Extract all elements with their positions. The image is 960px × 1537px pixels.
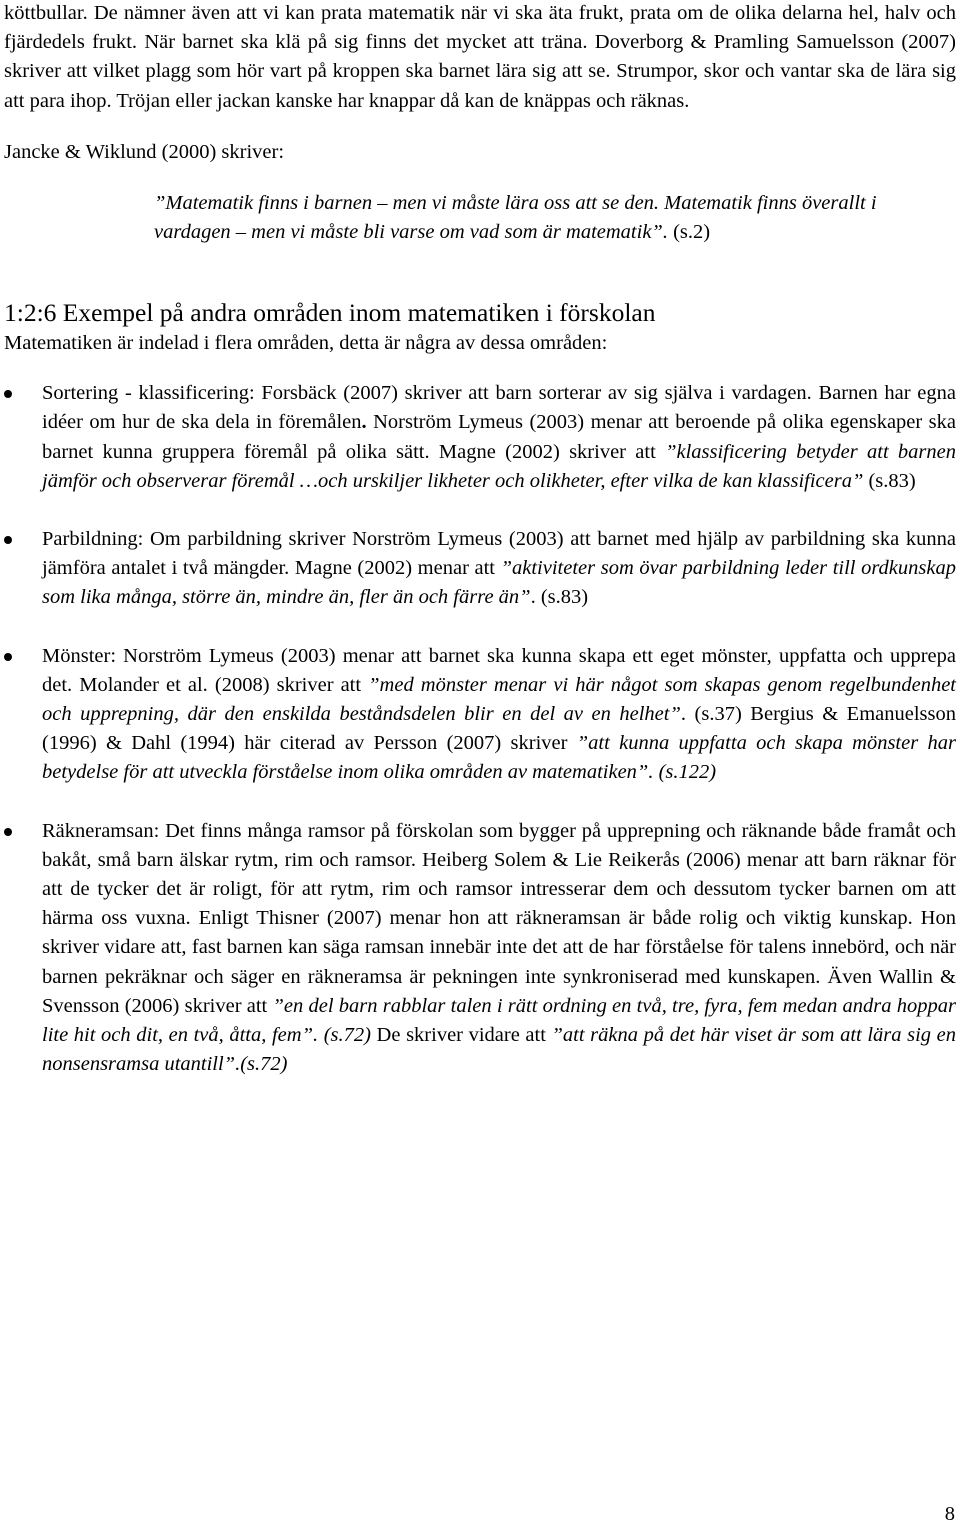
- text-run: ”en del barn rabblar talen i rätt ordning en två, tre, fyra, fem medan andra hoppar lite hit och dit, en två, åtta, fem”. (s.72): [42, 994, 957, 1047]
- text-run: Norström Lymeus (2003) menar att beroende på olika egenskaper ska barnet kunna gruppera föremål på olika sätt. Magne (2002) skriver att: [42, 411, 956, 463]
- bullet-icon: [4, 653, 12, 661]
- intro-paragraph: köttbullar. De nämner även att vi kan prata matematik när vi ska äta frukt, prata om de olika delarna hel, halv och fjärdedels frukt. När barnet ska klä på sig finns det mycket att träna. Doverborg & Pramling Samuelsson (2007) skriver att vilket plagg som hör vart på kroppen ska barnet lära sig att se. Strumpor, skor och vantar ska de lära sig att para ihop. Tröjan eller jackan kanske har knappar då kan de knäppas och räknas.: [4, 2, 956, 112]
- list-item-text: [42, 820, 956, 1076]
- bullet-icon: [4, 536, 12, 544]
- text-run: Räkneramsan: Det finns många ramsor på förskolan som bygger på upprepning och räknande både framåt och bakåt, små barn älskar rytm, rim och ramsor. Heiberg Solem & Lie Reikerås (2006) menar att barn räknar för att de tycker det är roligt, för att rytm, rim och ramsor intresserar dem och dessutom tycker barnen om att härma oss vuxna. Enligt Thisner (2007) menar hon att räkneramsan är både rolig och viktig kunskap. Hon skriver vidare att, fast barnen kan säga ramsan innebär inte det att de har förståelse för talens innebörd, och när barnen pekräknar och säger en räkneramsa är pekningen inte synkroniserad med kunskapen. Även Wallin & Svensson (2006) skriver att: [42, 819, 956, 1017]
- list-item: [4, 379, 956, 496]
- list-item: [4, 817, 956, 1080]
- quote-text: ”Matematik finns i barnen – men vi måste lära oss att se den. Matematik finns överallt i vardagen – men vi måste bli varse om vad som är matematik”.: [154, 192, 877, 244]
- list-item-text: [42, 382, 956, 492]
- text-run: ”med mönster menar vi här något som skapas genom regelbundenhet och upprepning, där den enskilda beståndsdelen blir en del av en helhet”: [42, 673, 956, 726]
- bullet-icon: [4, 828, 12, 836]
- list-item: [4, 525, 956, 613]
- text-run: (s.83): [863, 469, 916, 492]
- list-item: [4, 642, 956, 788]
- text-run: De skriver vidare att: [370, 1024, 552, 1047]
- text-run: ”aktiviteter som övar parbildning leder till ordkunskap som lika många, större än, mindre än, fler än och färre än”: [42, 557, 956, 609]
- section-lead: Matematiken är indelad i flera områden, detta är några av dessa områden:: [4, 332, 608, 355]
- text-run: Mönster: Norström Lymeus (2003) menar att barnet ska kunna skapa ett eget mönster, uppfatta och upprepa det. Molander et al. (2008) skriver att: [42, 644, 956, 696]
- text-run: . (s.37) Bergius & Emanuelsson (1996) & Dahl (1994) här citerad av Persson (2007) skriver: [42, 703, 956, 755]
- list-item-text: [42, 645, 956, 784]
- bullet-icon: [4, 390, 12, 398]
- text-run: ”att räkna på det här viset är som att lära sig en nonsensramsa utantill”.(s.72): [42, 1024, 956, 1076]
- document-page: [4, 0, 956, 1108]
- block-quote: [4, 189, 956, 247]
- text-run: . (s.83): [530, 586, 589, 609]
- text-run: Parbildning: Om parbildning skriver Norström Lymeus (2003) att barnet med hjälp av parbildning ska kunna jämföra antalet i två mängder. Magne (2002) menar att: [42, 528, 956, 580]
- text-run: .: [361, 411, 367, 434]
- text-run: ”att kunna uppfatta och skapa mönster har betydelse för att utveckla förståelse inom olika områden av matematiken”. (s.122): [42, 732, 956, 784]
- section-heading: 1:2:6 Exempel på andra områden inom matematiken i förskolan: [4, 298, 656, 328]
- bullet-list: [4, 379, 956, 1079]
- page-number: 8: [944, 1503, 955, 1525]
- quote-citation: (s.2): [667, 221, 711, 244]
- text-run: ”klassificering betyder att barnen jämför och observerar föremål …och urskiljer likheter och olikheter, efter vilka de kan klassificera”: [42, 440, 957, 492]
- reference-line: Jancke & Wiklund (2000) skriver:: [4, 140, 285, 163]
- list-item-text: [42, 528, 956, 608]
- text-run: Sortering - klassificering: Forsbäck (2007) skriver att barn sorterar av sig själva i vardagen. Barnen har egna idéer om hur de ska dela in föremålen: [42, 382, 956, 434]
